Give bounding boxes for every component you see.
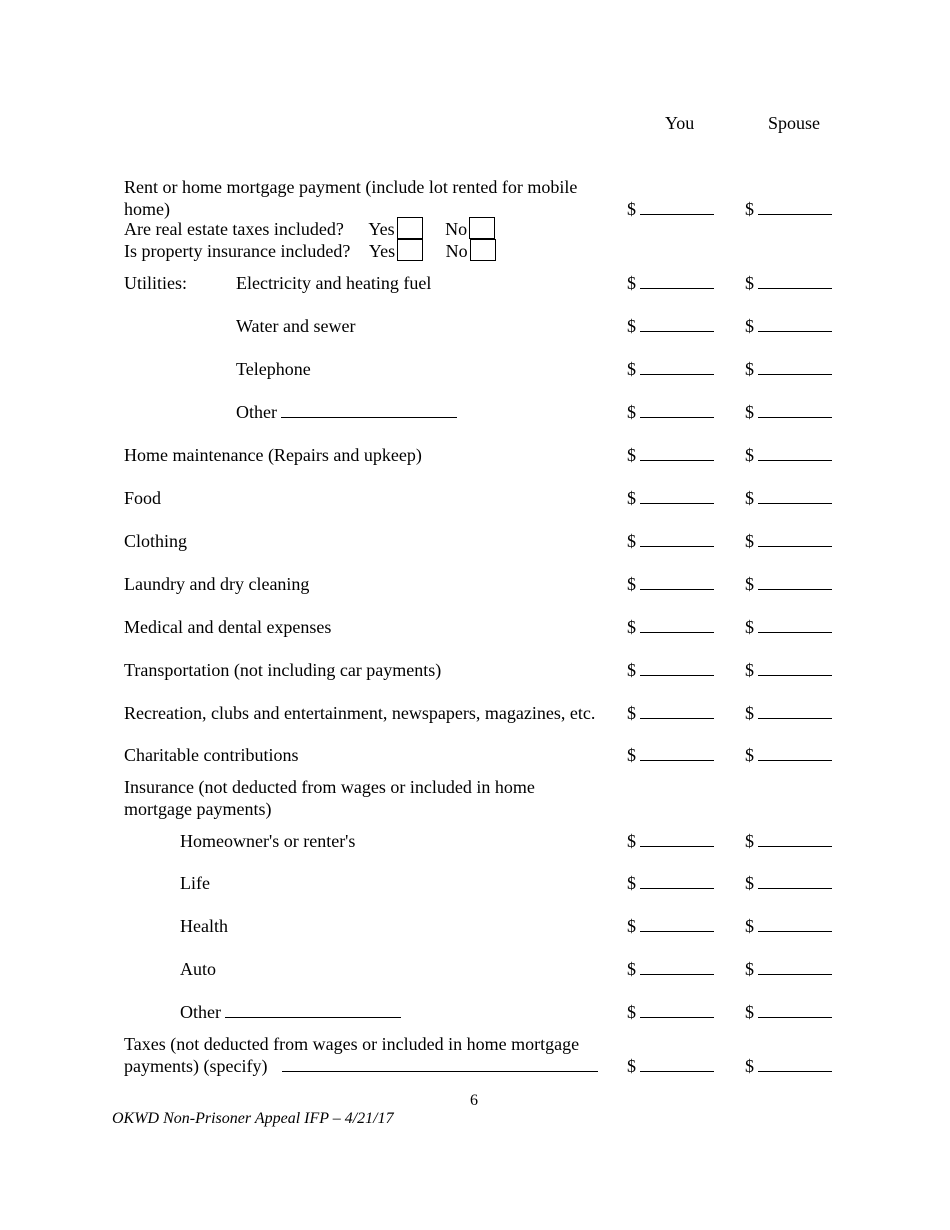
page-number: 6 (470, 1092, 478, 1109)
utility-water-label: Water and sewer (236, 316, 356, 336)
insurance-health-you-amount[interactable]: $ (627, 915, 714, 937)
utility-telephone-label: Telephone (236, 359, 311, 379)
food-you-amount[interactable]: $ (627, 487, 714, 509)
column-header-spouse: Spouse (768, 113, 821, 133)
insurance-other-specify-field[interactable] (225, 1001, 401, 1018)
taxes-spouse-amount[interactable]: $ (745, 1055, 832, 1077)
medical-you-amount[interactable]: $ (627, 616, 714, 638)
insurance-other-spouse-amount[interactable]: $ (745, 1001, 832, 1023)
telephone-spouse-amount[interactable]: $ (745, 358, 832, 380)
taxes-label-line1: Taxes (not deducted from wages or included in home mortgage (124, 1034, 580, 1054)
property-insurance-question: Is property insurance included? Yes No (124, 240, 500, 264)
insurance-heading-line2: mortgage payments) (124, 799, 272, 819)
electricity-spouse-amount[interactable]: $ (745, 272, 832, 294)
recreation-spouse-amount[interactable]: $ (745, 702, 832, 724)
utility-other-specify-field[interactable] (281, 401, 457, 418)
telephone-you-amount[interactable]: $ (627, 358, 714, 380)
transportation-you-amount[interactable]: $ (627, 659, 714, 681)
food-spouse-amount[interactable]: $ (745, 487, 832, 509)
clothing-you-amount[interactable]: $ (627, 530, 714, 552)
insurance-no-checkbox[interactable] (470, 239, 496, 261)
utilities-heading: Utilities: (124, 273, 187, 293)
insurance-homeowners-spouse-amount[interactable]: $ (745, 830, 832, 852)
rent-spouse-amount[interactable]: $ (745, 198, 832, 220)
rent-label-line2: home) (124, 199, 170, 219)
insurance-health-spouse-amount[interactable]: $ (745, 915, 832, 937)
taxes-yes-checkbox[interactable] (397, 217, 423, 239)
form-identifier: OKWD Non-Prisoner Appeal IFP – 4/21/17 (112, 1110, 394, 1127)
charitable-spouse-amount[interactable]: $ (745, 744, 832, 766)
rent-label-line1: Rent or home mortgage payment (include lot rented for mobile (124, 177, 578, 197)
recreation-you-amount[interactable]: $ (627, 702, 714, 724)
home-maintenance-you-amount[interactable]: $ (627, 444, 714, 466)
transportation-label: Transportation (not including car payments) (124, 660, 442, 680)
home-maintenance-label: Home maintenance (Repairs and upkeep) (124, 445, 422, 465)
insurance-health-label: Health (180, 916, 228, 936)
water-spouse-amount[interactable]: $ (745, 315, 832, 337)
taxes-no-checkbox[interactable] (469, 217, 495, 239)
recreation-label: Recreation, clubs and entertainment, newspapers, magazines, etc. (124, 703, 596, 723)
medical-label: Medical and dental expenses (124, 617, 332, 637)
insurance-auto-you-amount[interactable]: $ (627, 958, 714, 980)
insurance-homeowners-you-amount[interactable]: $ (627, 830, 714, 852)
medical-spouse-amount[interactable]: $ (745, 616, 832, 638)
taxes-you-amount[interactable]: $ (627, 1055, 714, 1077)
water-you-amount[interactable]: $ (627, 315, 714, 337)
utility-other-label: Other (236, 401, 457, 423)
real-estate-taxes-question: Are real estate taxes included? Yes No (124, 218, 499, 242)
insurance-heading-line1: Insurance (not deducted from wages or included in home (124, 777, 535, 797)
electricity-you-amount[interactable]: $ (627, 272, 714, 294)
utility-other-spouse-amount[interactable]: $ (745, 401, 832, 423)
insurance-other-label: Other (180, 1001, 401, 1023)
insurance-auto-spouse-amount[interactable]: $ (745, 958, 832, 980)
taxes-specify-field[interactable] (282, 1055, 598, 1072)
insurance-life-spouse-amount[interactable]: $ (745, 872, 832, 894)
transportation-spouse-amount[interactable]: $ (745, 659, 832, 681)
insurance-auto-label: Auto (180, 959, 216, 979)
home-maintenance-spouse-amount[interactable]: $ (745, 444, 832, 466)
laundry-you-amount[interactable]: $ (627, 573, 714, 595)
taxes-label-line2: payments) (specify) (124, 1055, 598, 1077)
clothing-spouse-amount[interactable]: $ (745, 530, 832, 552)
charitable-label: Charitable contributions (124, 745, 299, 765)
clothing-label: Clothing (124, 531, 188, 551)
charitable-you-amount[interactable]: $ (627, 744, 714, 766)
insurance-life-label: Life (180, 873, 210, 893)
insurance-yes-checkbox[interactable] (397, 239, 423, 261)
insurance-life-you-amount[interactable]: $ (627, 872, 714, 894)
utility-other-you-amount[interactable]: $ (627, 401, 714, 423)
food-label: Food (124, 488, 162, 508)
utility-electricity-label: Electricity and heating fuel (236, 273, 432, 293)
laundry-spouse-amount[interactable]: $ (745, 573, 832, 595)
column-header-you: You (665, 113, 695, 133)
rent-you-amount[interactable]: $ (627, 198, 714, 220)
laundry-label: Laundry and dry cleaning (124, 574, 310, 594)
insurance-homeowners-label: Homeowner's or renter's (180, 831, 356, 851)
insurance-other-you-amount[interactable]: $ (627, 1001, 714, 1023)
